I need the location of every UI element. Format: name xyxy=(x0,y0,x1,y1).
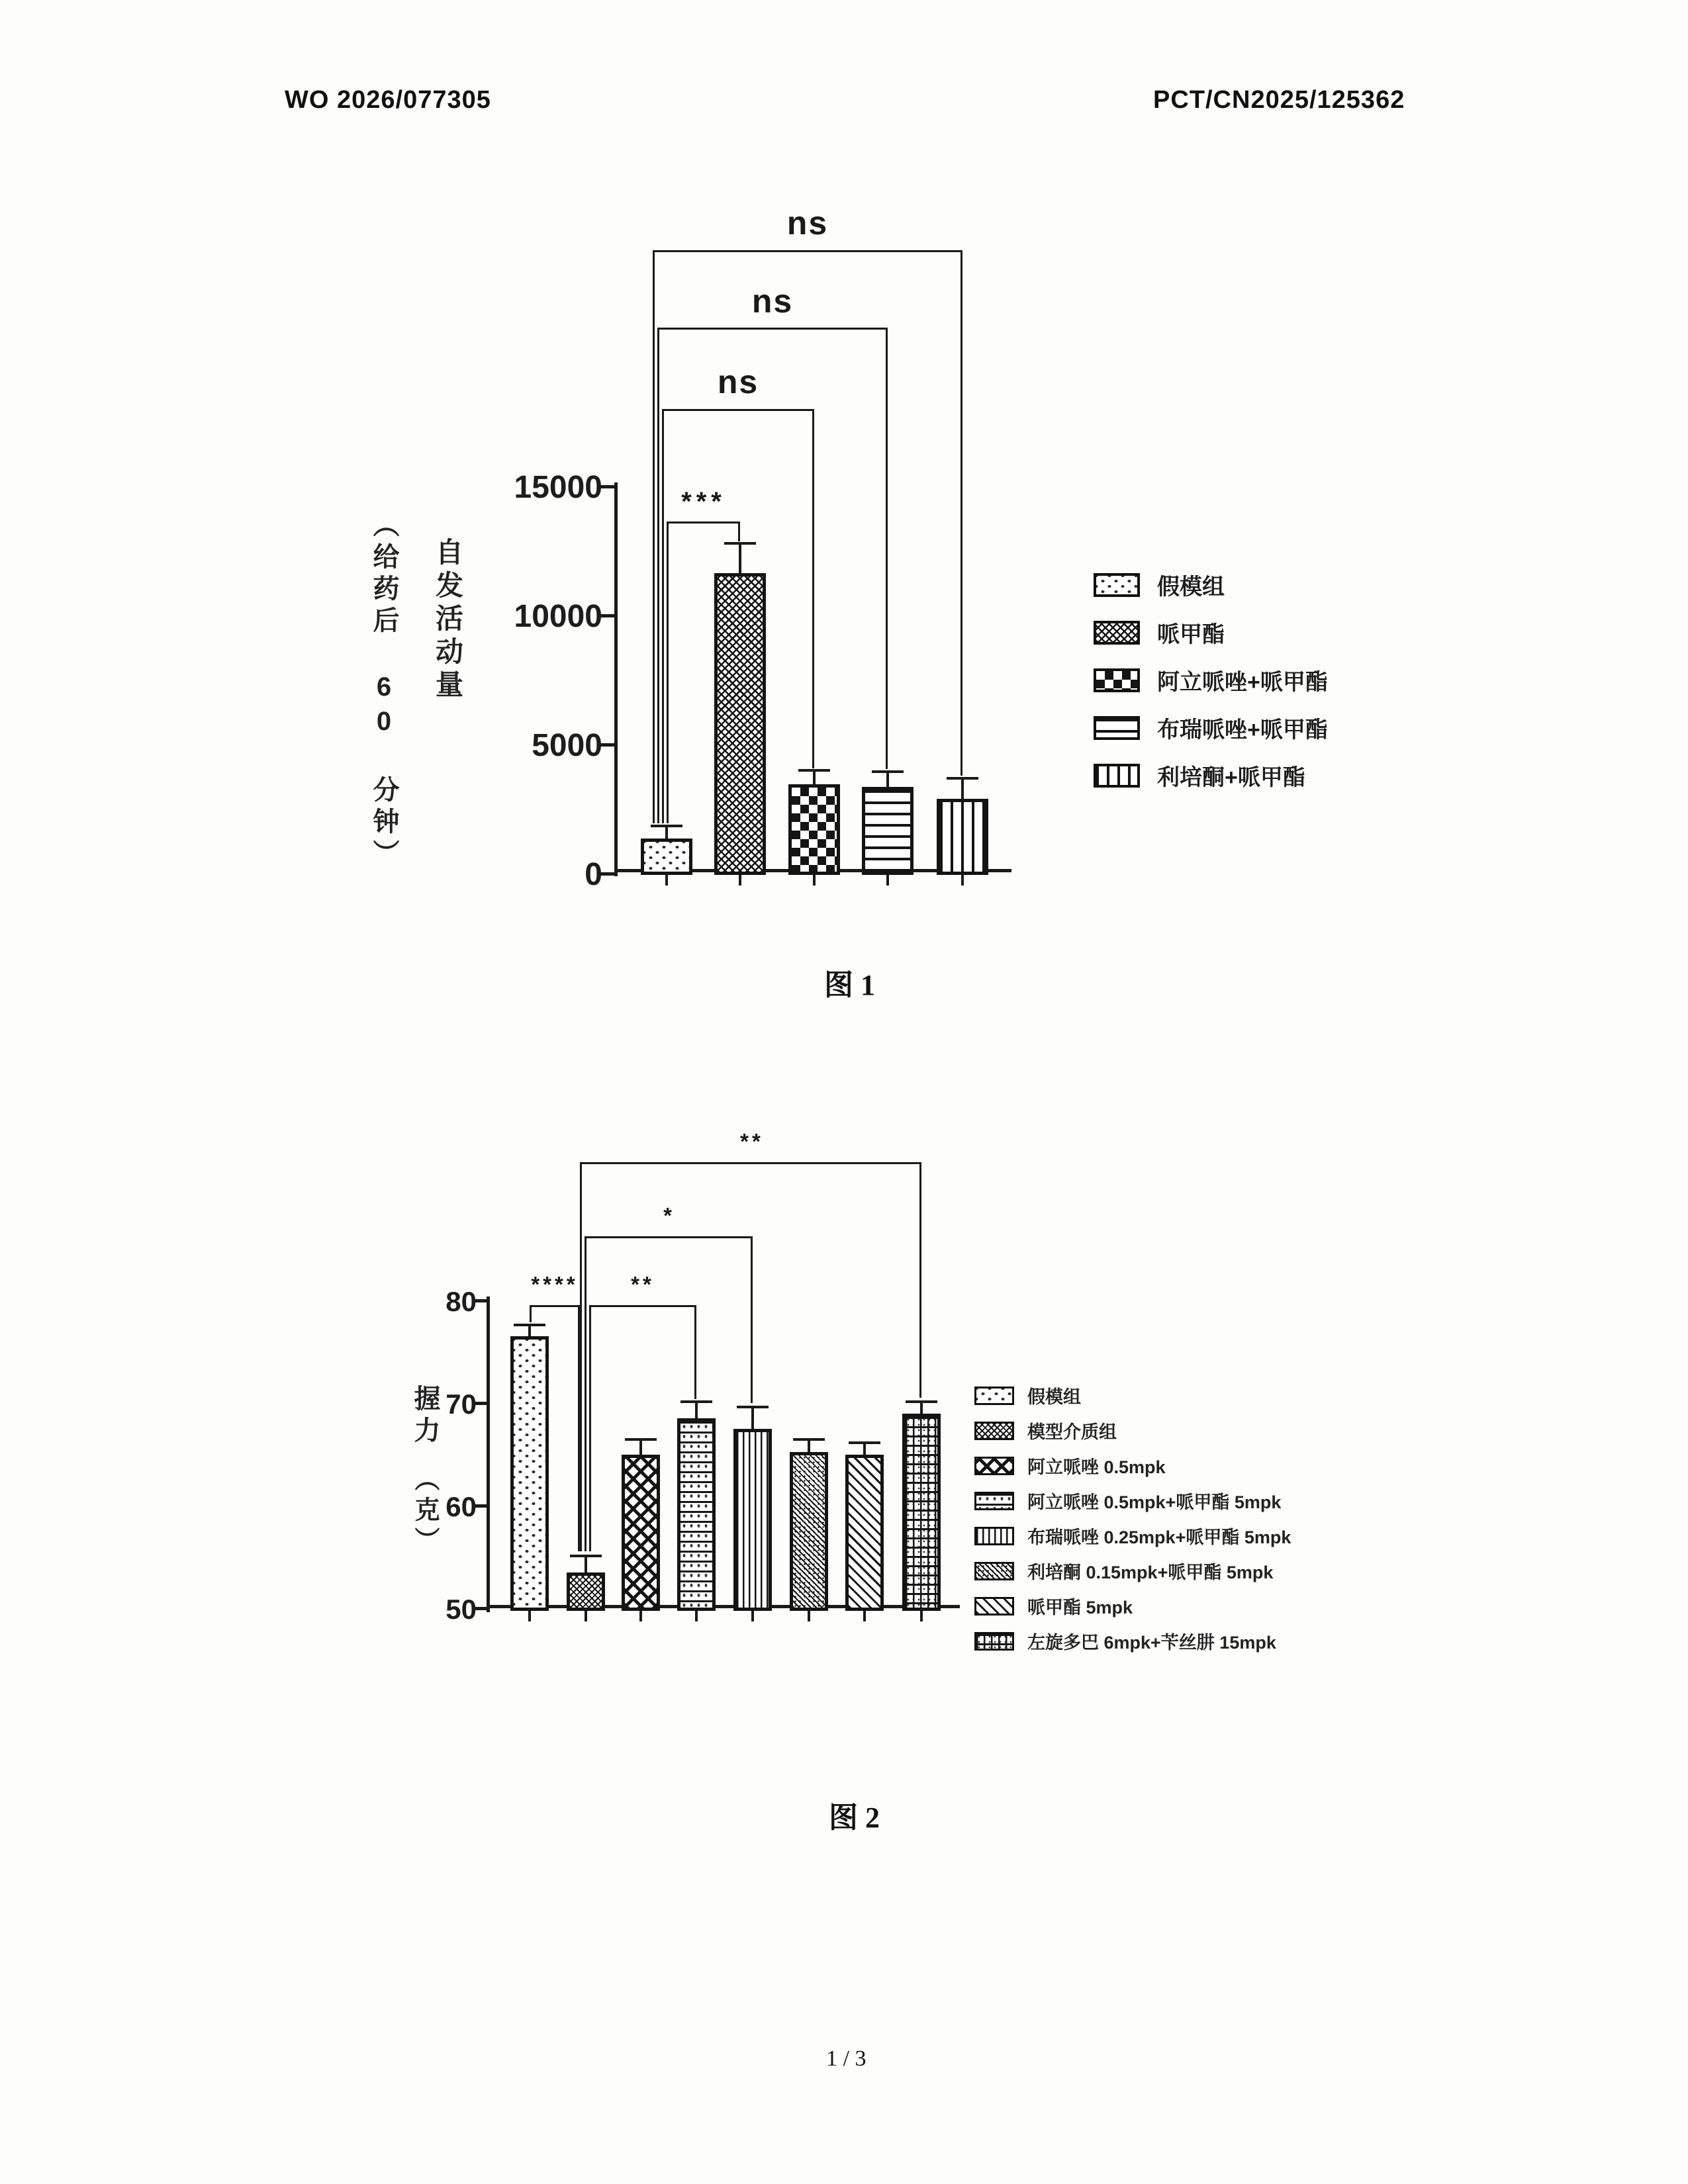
fig1-ytick-0: 0 xyxy=(585,857,602,892)
significance-bracket-top xyxy=(585,1236,753,1238)
fig2-legend-item xyxy=(974,1593,1133,1619)
bar xyxy=(788,784,840,875)
fig2-legend-swatch-xhatch xyxy=(974,1422,1014,1440)
fig2-legend-swatch-ddots xyxy=(974,1562,1014,1580)
fig2-legend-item xyxy=(974,1523,1291,1549)
y-axis-line xyxy=(614,482,618,876)
fig2-caption: 图 2 xyxy=(829,1801,880,1834)
fig1-legend-item xyxy=(1094,759,1305,792)
fig2-legend-swatch-diag xyxy=(974,1597,1014,1615)
significance-bracket-right xyxy=(738,522,740,541)
fig2-ytick-60: 60 xyxy=(445,1491,477,1522)
fig2-ytick-80: 80 xyxy=(445,1286,477,1317)
fig2-legend-label: 哌甲酯 5mpk xyxy=(1027,1598,1133,1617)
fig2-ylabel-sub: （克） xyxy=(410,1466,438,1557)
significance-bracket-top xyxy=(667,522,740,523)
y-axis-line xyxy=(487,1297,490,1612)
fig1-legend-label: 阿立哌唑+哌甲酯 xyxy=(1157,670,1328,695)
bar xyxy=(862,787,914,875)
significance-bracket-right xyxy=(919,1162,921,1398)
fig1-ytick-15000: 15000 xyxy=(514,470,602,505)
fig1-legend-item xyxy=(1094,711,1328,744)
bar xyxy=(902,1414,941,1612)
page-number: 1 / 3 xyxy=(826,2046,867,2071)
fig1-sig-1: *** xyxy=(681,487,726,516)
application-number: PCT/CN2025/125362 xyxy=(1153,86,1405,114)
significance-bracket-top xyxy=(657,328,888,330)
significance-bracket-top xyxy=(530,1305,580,1307)
fig2-legend-label: 布瑞哌唑 0.25mpk+哌甲酯 5mpk xyxy=(1027,1527,1291,1547)
significance-bracket-right xyxy=(812,409,814,768)
error-bar-cap xyxy=(872,770,904,773)
error-bar-cap xyxy=(680,1400,712,1403)
fig2-ytick-50: 50 xyxy=(445,1594,477,1625)
bar xyxy=(937,799,988,875)
significance-bracket-left xyxy=(657,328,659,823)
fig2-legend-item xyxy=(974,1418,1117,1443)
error-bar-cap xyxy=(625,1438,657,1441)
fig2-legend-swatch-bigdia xyxy=(974,1457,1014,1475)
fig1-legend-label: 利培酮+哌甲酯 xyxy=(1157,765,1305,790)
fig1-ylabel-sub: （给药后 60 分钟） xyxy=(369,511,399,871)
fig1-legend-label: 假模组 xyxy=(1157,574,1225,600)
fig1-legend-label: 哌甲酯 xyxy=(1157,622,1225,647)
error-bar-cap xyxy=(514,1324,545,1326)
significance-bracket-top xyxy=(589,1305,696,1307)
fig2-sig-2: ** xyxy=(631,1272,655,1297)
fig2-legend-swatch-vfine xyxy=(974,1527,1014,1545)
significance-bracket-top xyxy=(653,250,962,252)
error-bar-cap xyxy=(724,542,756,545)
bar xyxy=(677,1418,716,1611)
significance-bracket-left xyxy=(653,250,655,823)
bar xyxy=(641,839,692,875)
fig2-legend-item xyxy=(974,1628,1276,1654)
fig1-legend-swatch-diamond xyxy=(1094,621,1140,645)
fig1-caption: 图 1 xyxy=(824,969,875,1001)
fig2-legend-label: 利培酮 0.15mpk+哌甲酯 5mpk xyxy=(1027,1563,1274,1582)
fig2-legend-label: 阿立哌唑 0.5mpk+哌甲酯 5mpk xyxy=(1027,1492,1282,1512)
bar xyxy=(567,1572,605,1611)
bar xyxy=(733,1429,772,1611)
fig1-legend-item xyxy=(1094,569,1225,601)
bar xyxy=(714,573,766,875)
significance-bracket-top xyxy=(580,1162,921,1164)
significance-bracket-left xyxy=(667,522,669,823)
fig1-legend-swatch-vlines xyxy=(1094,764,1140,788)
fig1-ytick-10000: 10000 xyxy=(514,599,602,634)
publication-number: WO 2026/077305 xyxy=(285,86,491,114)
fig2-legend-item xyxy=(974,1453,1166,1479)
fig1-legend-swatch-checker xyxy=(1094,668,1140,692)
significance-bracket-left xyxy=(662,409,664,823)
fig1-legend-item xyxy=(1094,664,1328,696)
fig1-sig-2: ns xyxy=(717,363,759,400)
fig1-ytick-5000: 5000 xyxy=(532,728,602,763)
fig2-legend-swatch-bricks xyxy=(974,1492,1014,1510)
error-bar-cap xyxy=(651,825,682,827)
error-bar-cap xyxy=(793,1438,825,1441)
fig1-sig-4: ns xyxy=(786,205,829,242)
fig1-legend-item xyxy=(1094,616,1225,649)
fig1-sig-3: ns xyxy=(751,283,794,320)
significance-bracket-top xyxy=(662,409,814,411)
bar xyxy=(845,1455,884,1612)
bar xyxy=(622,1455,660,1612)
fig1-legend-label: 布瑞哌唑+哌甲酯 xyxy=(1157,717,1328,743)
fig2-sig-3: * xyxy=(663,1203,675,1228)
significance-bracket-right xyxy=(751,1236,753,1403)
significance-bracket-right xyxy=(961,250,962,776)
significance-bracket-right xyxy=(694,1305,696,1399)
error-bar-cap xyxy=(570,1555,602,1557)
error-bar-cap xyxy=(798,769,830,772)
fig2-ylabel-main: 握力 xyxy=(410,1385,440,1448)
fig1-legend-swatch-hlines xyxy=(1094,716,1140,740)
error-bar-cap xyxy=(737,1406,769,1408)
fig2-legend-item xyxy=(974,1558,1273,1584)
fig1-ylabel-main: 自发活动量 xyxy=(432,537,463,703)
fig2-legend-label: 阿立哌唑 0.5mpk xyxy=(1027,1457,1166,1477)
fig2-legend-item xyxy=(974,1488,1281,1514)
fig2-ytick-70: 70 xyxy=(445,1388,477,1420)
fig2-sig-4: ** xyxy=(740,1129,764,1154)
significance-bracket-left xyxy=(589,1305,591,1551)
significance-bracket-left xyxy=(530,1305,532,1322)
fig2-legend-swatch-dots xyxy=(974,1387,1014,1405)
x-axis-line xyxy=(487,1605,960,1608)
fig2-legend-label: 假模组 xyxy=(1027,1387,1081,1407)
fig2-legend-swatch-grid xyxy=(974,1632,1014,1651)
significance-bracket-right xyxy=(886,328,888,769)
bar xyxy=(790,1452,828,1611)
significance-bracket-left xyxy=(580,1162,582,1551)
error-bar-cap xyxy=(947,777,978,780)
fig1-legend-swatch-dots xyxy=(1094,573,1140,597)
bar xyxy=(510,1336,549,1611)
fig2-legend-label: 模型介质组 xyxy=(1027,1422,1117,1442)
error-bar-cap xyxy=(849,1441,880,1444)
error-bar-cap xyxy=(906,1400,937,1403)
fig2-legend-item xyxy=(974,1383,1081,1408)
fig2-legend-label: 左旋多巴 6mpk+苄丝肼 15mpk xyxy=(1027,1633,1276,1653)
fig2-sig-1: **** xyxy=(531,1272,579,1297)
